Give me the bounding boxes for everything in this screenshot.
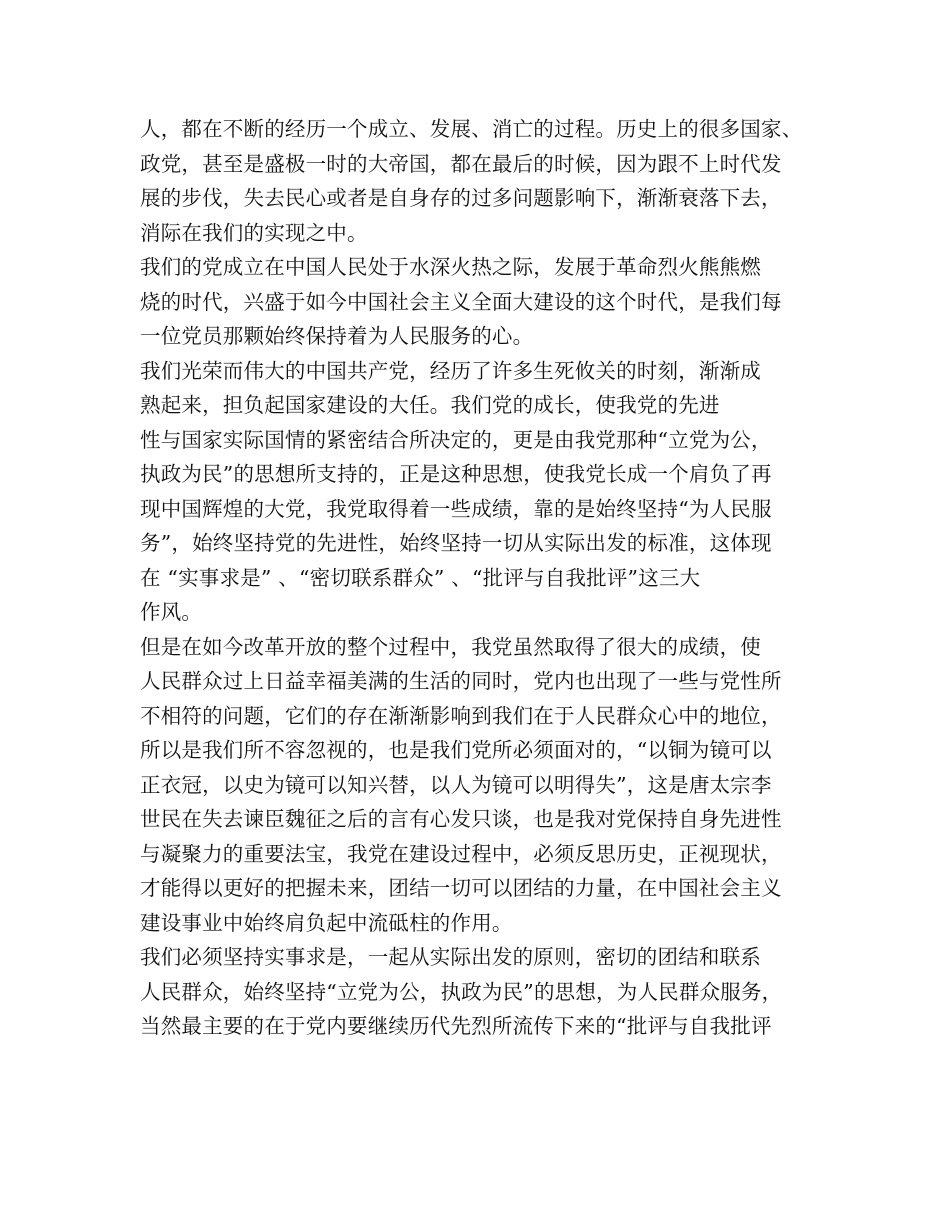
text-line: 我们的党成立在中国人民处于水深火热之际，发展于革命烈火熊熊燃 <box>140 255 761 279</box>
text-line: 才能得以更好的把握未来，团结一切可以团结的力量，在中国社会主义 <box>140 876 782 900</box>
text-line: 作风。 <box>140 600 203 624</box>
text-line: 人民群众，始终坚持“立党为公，执政为民”的思想，为人民群众服务， <box>140 979 783 1004</box>
text-line: 但是在如今改革开放的整个过程中，我党虽然取得了很大的成绩，使 <box>140 634 761 659</box>
text-line: 我们光荣而伟大的中国共产党，经历了许多生死攸关的时刻，渐渐成 <box>140 358 761 383</box>
text-line: 务”，始终坚持党的先进性，始终坚持一切从实际出发的标准，这体现 <box>140 531 772 555</box>
text-line: 建设事业中始终肩负起中流砥柱的作用。 <box>140 910 513 935</box>
text-line: 不相符的问题，它们的存在渐渐影响到我们在于人民群众心中的地位， <box>140 703 782 728</box>
text-line: 熟起来，担负起国家建设的大任。我们党的成长，使我党的先进 <box>140 393 720 417</box>
text-line: 一位党员那颗始终保持着为人民服务的心。 <box>140 324 534 348</box>
text-line: 世民在失去谏臣魏征之后的言有心发只谈，也是我对党保持自身先进性 <box>140 807 782 831</box>
text-line: 所以是我们所不容忽视的，也是我们党所必须面对的，“以铜为镜可以 <box>140 738 772 762</box>
text-line: 现中国辉煌的大党，我党取得着一些成绩，靠的是始终坚持“为人民服 <box>140 496 772 521</box>
text-line: 消际在我们的实现之中。 <box>140 220 368 245</box>
text-line: 当然最主要的在于党内要继续历代先烈所流传下来的“批评与自我批评 <box>140 1014 772 1038</box>
text-line: 人民群众过上日益幸福美满的生活的同时，党内也出现了一些与党性所 <box>140 669 782 693</box>
text-line: 人，都在不断的经历一个成立、发展、消亡的过程。历史上的很多国家、 <box>140 117 803 141</box>
text-line: 我们必须坚持实事求是，一起从实际出发的原则，密切的团结和联系 <box>140 945 761 969</box>
text-line: 烧的时代，兴盛于如今中国社会主义全面大建设的这个时代，是我们每 <box>140 289 782 314</box>
text-line: 展的步伐，失去民心或者是自身存的过多问题影响下，渐渐衰落下去， <box>140 186 782 210</box>
text-line: 性与国家实际国情的紧密结合所决定的，更是由我党那种“立党为公， <box>140 427 772 452</box>
text-line: 正衣冠，以史为镜可以知兴替，以人为镜可以明得失”，这是唐太宗李 <box>140 772 772 797</box>
text-line: 在 “实事求是” 、“密切联系群众” 、“批评与自我批评”这三大 <box>140 565 701 590</box>
document-body <box>140 112 840 1044</box>
text-line: 执政为民”的思想所支持的，正是这种思想，使我党长成一个肩负了再 <box>140 462 772 486</box>
text-line: 与凝聚力的重要法宝，我党在建设过程中，必须反思历史，正视现状， <box>140 841 782 866</box>
text-line: 政党，甚至是盛极一时的大帝国，都在最后的时候，因为跟不上时代发 <box>140 151 782 176</box>
